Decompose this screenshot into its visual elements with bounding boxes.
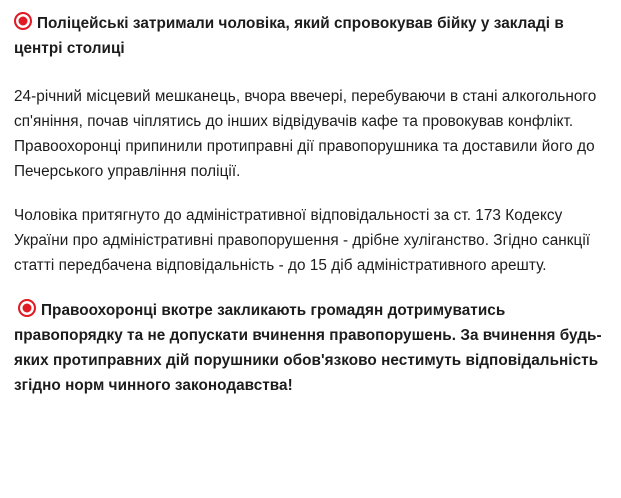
paragraph-1-text: 24-річний місцевий мешканець, вчора ввечері, перебуваючи в стані алкогольного сп'яніння, почав чіплятись до інших відвідувачів кафе та провокував конфлікт. Правоохоронці припинили протиправні дії правопорушника та доставили його до Печерського управління поліції. <box>14 88 597 180</box>
paragraph-3-text: Правоохоронці вкотре закликають громадян дотримуватись правопорядку та не допускати вчинення правопорушень. За вчинення будь-яких протиправних дій порушники обов'язково нестимуть відповідальність згідно норм чинного законодавства! <box>14 302 602 394</box>
red-circle-bullet-icon <box>18 299 36 317</box>
article-paragraph-1 <box>14 84 607 184</box>
article-paragraph-2 <box>14 203 607 278</box>
article-paragraph-3 <box>14 297 607 398</box>
headline-text: Поліцейські затримали чоловіка, який спровокував бійку у закладі в центрі столиці <box>14 15 564 57</box>
red-circle-bullet-icon <box>14 12 32 30</box>
article-headline <box>14 10 607 61</box>
paragraph-2-text: Чоловіка притягнуто до адміністративної відповідальності за ст. 173 Кодексу України про адміністративні правопорушення - дрібне хуліганство. Згідно санкції статті передбачена відповідальність - до 15 діб адміністративного арешту. <box>14 207 591 274</box>
